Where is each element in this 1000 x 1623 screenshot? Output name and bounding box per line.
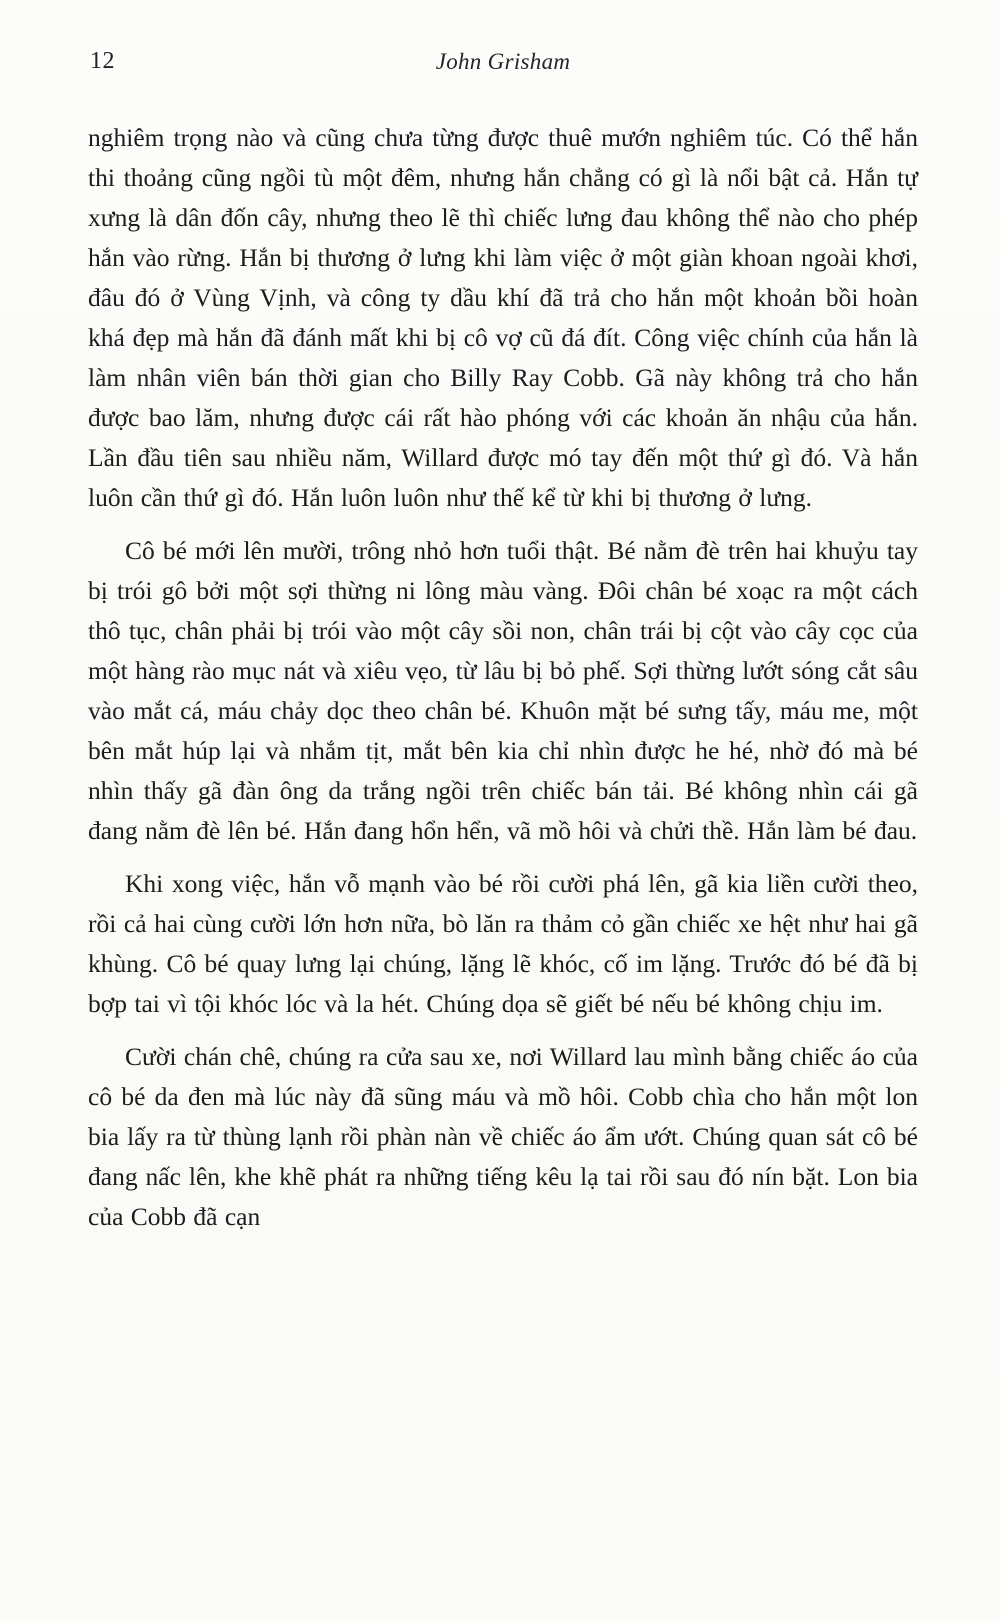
paragraph: Khi xong việc, hắn vỗ mạnh vào bé rồi cười phá lên, gã kia liền cười theo, rồi cả hai cùng cười lớn hơn nữa, bò lăn ra thảm cỏ gần chiếc xe hệt như hai gã khùng. Cô bé quay lưng lại chúng, lặng lẽ khóc, cố im lặng. Trước đó bé đã bị bợp tai vì tội khóc lóc và la hét. Chúng dọa sẽ giết bé nếu bé không chịu im. xyxy=(88,869,918,1018)
paragraph: Cười chán chê, chúng ra cửa sau xe, nơi Willard lau mình bằng chiếc áo của cô bé da đen mà lúc này đã sũng máu và mồ hôi. Cobb chìa cho hắn một lon bia lấy ra từ thùng lạnh rồi phàn nàn về chiếc áo ẩm ướt. Chúng quan sát cô bé đang nấc lên, khe khẽ phát ra những tiếng kêu lạ tai rồi sau đó nín bặt. Lon bia của Cobb đã cạn xyxy=(88,1042,918,1231)
paragraph: nghiêm trọng nào và cũng chưa từng được thuê mướn nghiêm túc. Có thể hắn thi thoảng cũng ngồi tù một đêm, nhưng hắn chẳng có gì là nổi bật cả. Hắn tự xưng là dân đốn cây, nhưng theo lẽ thì chiếc lưng đau không thể nào cho phép hắn vào rừng. Hắn bị thương ở lưng khi làm việc ở một giàn khoan ngoài khơi, đâu đó ở Vùng Vịnh, và công ty dầu khí đã trả cho hắn một khoản bồi hoàn khá đẹp mà hắn đã đánh mất khi bị cô vợ cũ đá đít. Công việc chính của hắn là làm nhân viên bán thời gian cho Billy Ray Cobb. Gã này không trả cho hắn được bao lăm, nhưng được cái rất hào phóng với các khoản ăn nhậu của hắn. Lần đầu tiên sau nhiều năm, Willard được mó tay đến một thứ gì đó. Và hắn luôn cần thứ gì đó. Hắn luôn luôn như thế kể từ khi bị thương ở lưng. xyxy=(88,123,918,512)
page-body xyxy=(88,118,918,1237)
page-number: 12 xyxy=(90,48,115,74)
paragraph: Cô bé mới lên mười, trông nhỏ hơn tuổi thật. Bé nằm đè trên hai khuỷu tay bị trói gô bởi một sợi thừng ni lông màu vàng. Đôi chân bé xoạc ra một cách thô tục, chân phải bị trói vào một cây sồi non, chân trái bị cột vào cây cọc của một hàng rào mục nát và xiêu vẹo, từ lâu bị bỏ phế. Sợi thừng lướt sóng cắt sâu vào mắt cá, máu chảy dọc theo chân bé. Khuôn mặt bé sưng tấy, máu me, một bên mắt húp lại và nhắm tịt, mắt bên kia chỉ nhìn được he hé, nhờ đó mà bé nhìn thấy gã đàn ông da trắng ngồi trên chiếc bán tải. Bé không nhìn cái gã đang nằm đè lên bé. Hắn đang hổn hển, vã mồ hôi và chửi thề. Hắn làm bé đau. xyxy=(88,536,918,845)
page-header xyxy=(88,48,918,82)
running-header: John Grisham xyxy=(435,49,571,74)
